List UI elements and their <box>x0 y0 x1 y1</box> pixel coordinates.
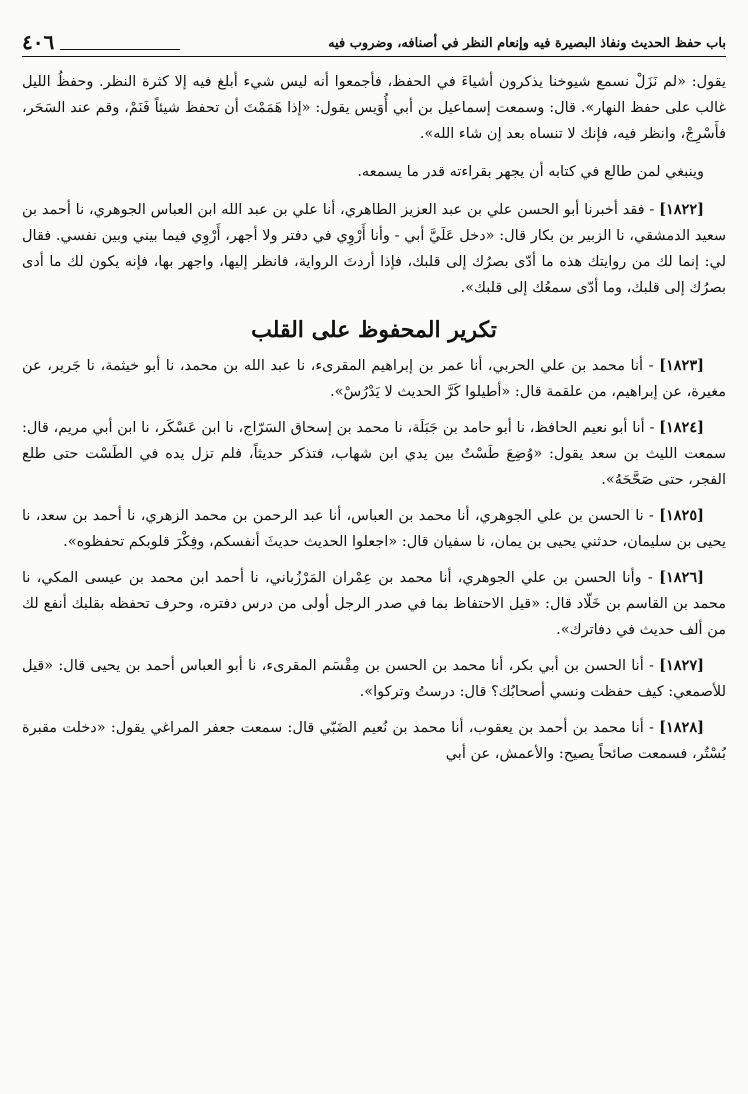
entry-1828 <box>22 715 726 767</box>
entry-number: [١٨٢٣] <box>659 357 704 374</box>
entry-paragraph <box>22 715 726 767</box>
page-header <box>22 28 726 57</box>
entry-1825 <box>22 503 726 555</box>
entry-text: - نا الحسن بن علي الجوهري، أنا محمد بن العباس، أنا عبد الرحمن بن محمد الزهري، نا أحمد بن سعد، نا يحيى بن سليمان، حدثني يحيى بن يمان، نا سفيان قال: «اجعلوا الحديث حديثَ أنفسكم، وفِكْرَ قلوبكم تحفظوه». <box>22 508 726 550</box>
section-title: تكرير المحفوظ على القلب <box>251 317 497 343</box>
running-title: باب حفظ الحديث ونفاذ البصيرة فيه وإنعام النظر في أصنافه، وضروب فيه <box>328 36 726 51</box>
entry-paragraph <box>22 197 726 301</box>
header-rule <box>60 49 180 50</box>
intro-note: وينبغي لمن طالع في كتابه أن يجهر بقراءته قدر ما يسمعه. <box>357 164 704 180</box>
spacer <box>22 185 726 197</box>
entry-text: - وأنا الحسن بن علي الجوهري، أنا محمد بن عِمْران المَرْزُباني، نا أحمد ابن محمد بن عيسى المكي، نا محمد بن القاسم بن خَلّاد قال: «قيل الاحتفاظ بما في صدر الرجل أولى من درس دفتره، وحرف تحفظه بقلبك أنفع لك من ألف حديث في دفاترك». <box>22 570 726 638</box>
entry-paragraph <box>22 353 726 405</box>
intro-block <box>22 69 726 185</box>
intro-paragraph: يقول: «لم نَزَلْ نسمع شيوخنا يذكرون أشياءَ في الحفظ، فأجمعوا أنه ليس شيء أبلغ فيه إلا كثرة النظر. وحفظُ الليل غالب على حفظ النهار». قال: وسمعت إسماعيل بن أبي أُوَيس يقول: «إذا هَمَمْتَ أن تحفظ شيئاً فَنَمْ، وقم عند السَحَر، فأَسْرِجْ، وانظر فيه، فإنك لا تنساه بعد إن شاء الله». <box>22 74 726 142</box>
entry-1822 <box>22 197 726 301</box>
entry-1823 <box>22 353 726 405</box>
entry-text: - أنا محمد بن علي الحربي، أنا عمر بن إبراهيم المقرىء، نا عبد الله بن محمد، نا أبو خيثمة، نا جَرير، عن مغيرة، عن إبراهيم، من علقمة قال: «أطيلوا كَرَّ الحديث لا يَدْرُسْ». <box>22 358 726 400</box>
entry-1826 <box>22 565 726 643</box>
entry-1824 <box>22 415 726 493</box>
spacer <box>22 147 726 159</box>
entry-number: [١٨٢٨] <box>659 719 705 736</box>
entry-1827 <box>22 653 726 705</box>
entry-text: - أنا محمد بن أحمد بن يعقوب، أنا محمد بن نُعيم الضَبّي قال: سمعت جعفر المراغي يقول: «دخلت مقبرة بُسْتُر، فسمعت صائحاً يصيح: والأعمش، عن أبي <box>22 720 726 762</box>
entry-text: - فقد أخبرنا أبو الحسن علي بن عبد العزيز الطاهري، أنا علي بن عبد الله ابن العباس الجوهري، نا أحمد بن سعيد الدمشقي، نا الزبير بن بكار قال: «دخل عَلَيَّ أبي - وأنا أَرْوِي في دفتر ولا أجهر، أَرْوِي فيما بيني وبين نفسي. فقال لي: إنما لك من روايتك هذه ما أدّى بصرُك إلى قلبك، فإذا أردتَ الرواية، فانظر إليها، واجهر بها، فإنه يكون لك ما أدى بصرُك إلى قلبك، وما أدّى سمعُك إلى قلبك». <box>22 202 726 296</box>
entry-paragraph <box>22 653 726 705</box>
entry-number: [١٨٢٤] <box>659 419 705 436</box>
entry-number: [١٨٢٧] <box>659 657 705 674</box>
entry-number: [١٨٢٥] <box>659 507 704 524</box>
entry-text: - أنا الحسن بن أبي بكر، أنا محمد بن الحسن بن مِقْسَم المقرىء، نا أبو العباس أحمد بن يحيى قال: «قيل للأصمعي: كيف حفظت ونسي أصحابُك؟ قال: درستُ وتركوا». <box>22 658 726 700</box>
entry-paragraph <box>22 565 726 643</box>
entry-paragraph <box>22 503 726 555</box>
entry-text: - أنا أبو نعيم الحافظ، نا أبو حامد بن جَبَلَة، نا محمد بن إسحاق السَرّاج، نا ابن عَسْكَر، نا ابن أبي مريم، قال: سمعت الليث بن سعد يقول: «وُضِعَ طَسْتٌ بين يدي ابن شهاب، فتذكر حديثاً، فلم تزل يده في الطَسْت حتى طلع الفجر، حتى صَحَّحَهُ». <box>22 420 726 488</box>
entry-number: [١٨٢٦] <box>659 569 704 586</box>
document-page <box>22 28 726 1078</box>
page-number: ٤٠٦ <box>22 30 55 54</box>
entry-paragraph <box>22 415 726 493</box>
entry-number: [١٨٢٢] <box>659 201 704 218</box>
